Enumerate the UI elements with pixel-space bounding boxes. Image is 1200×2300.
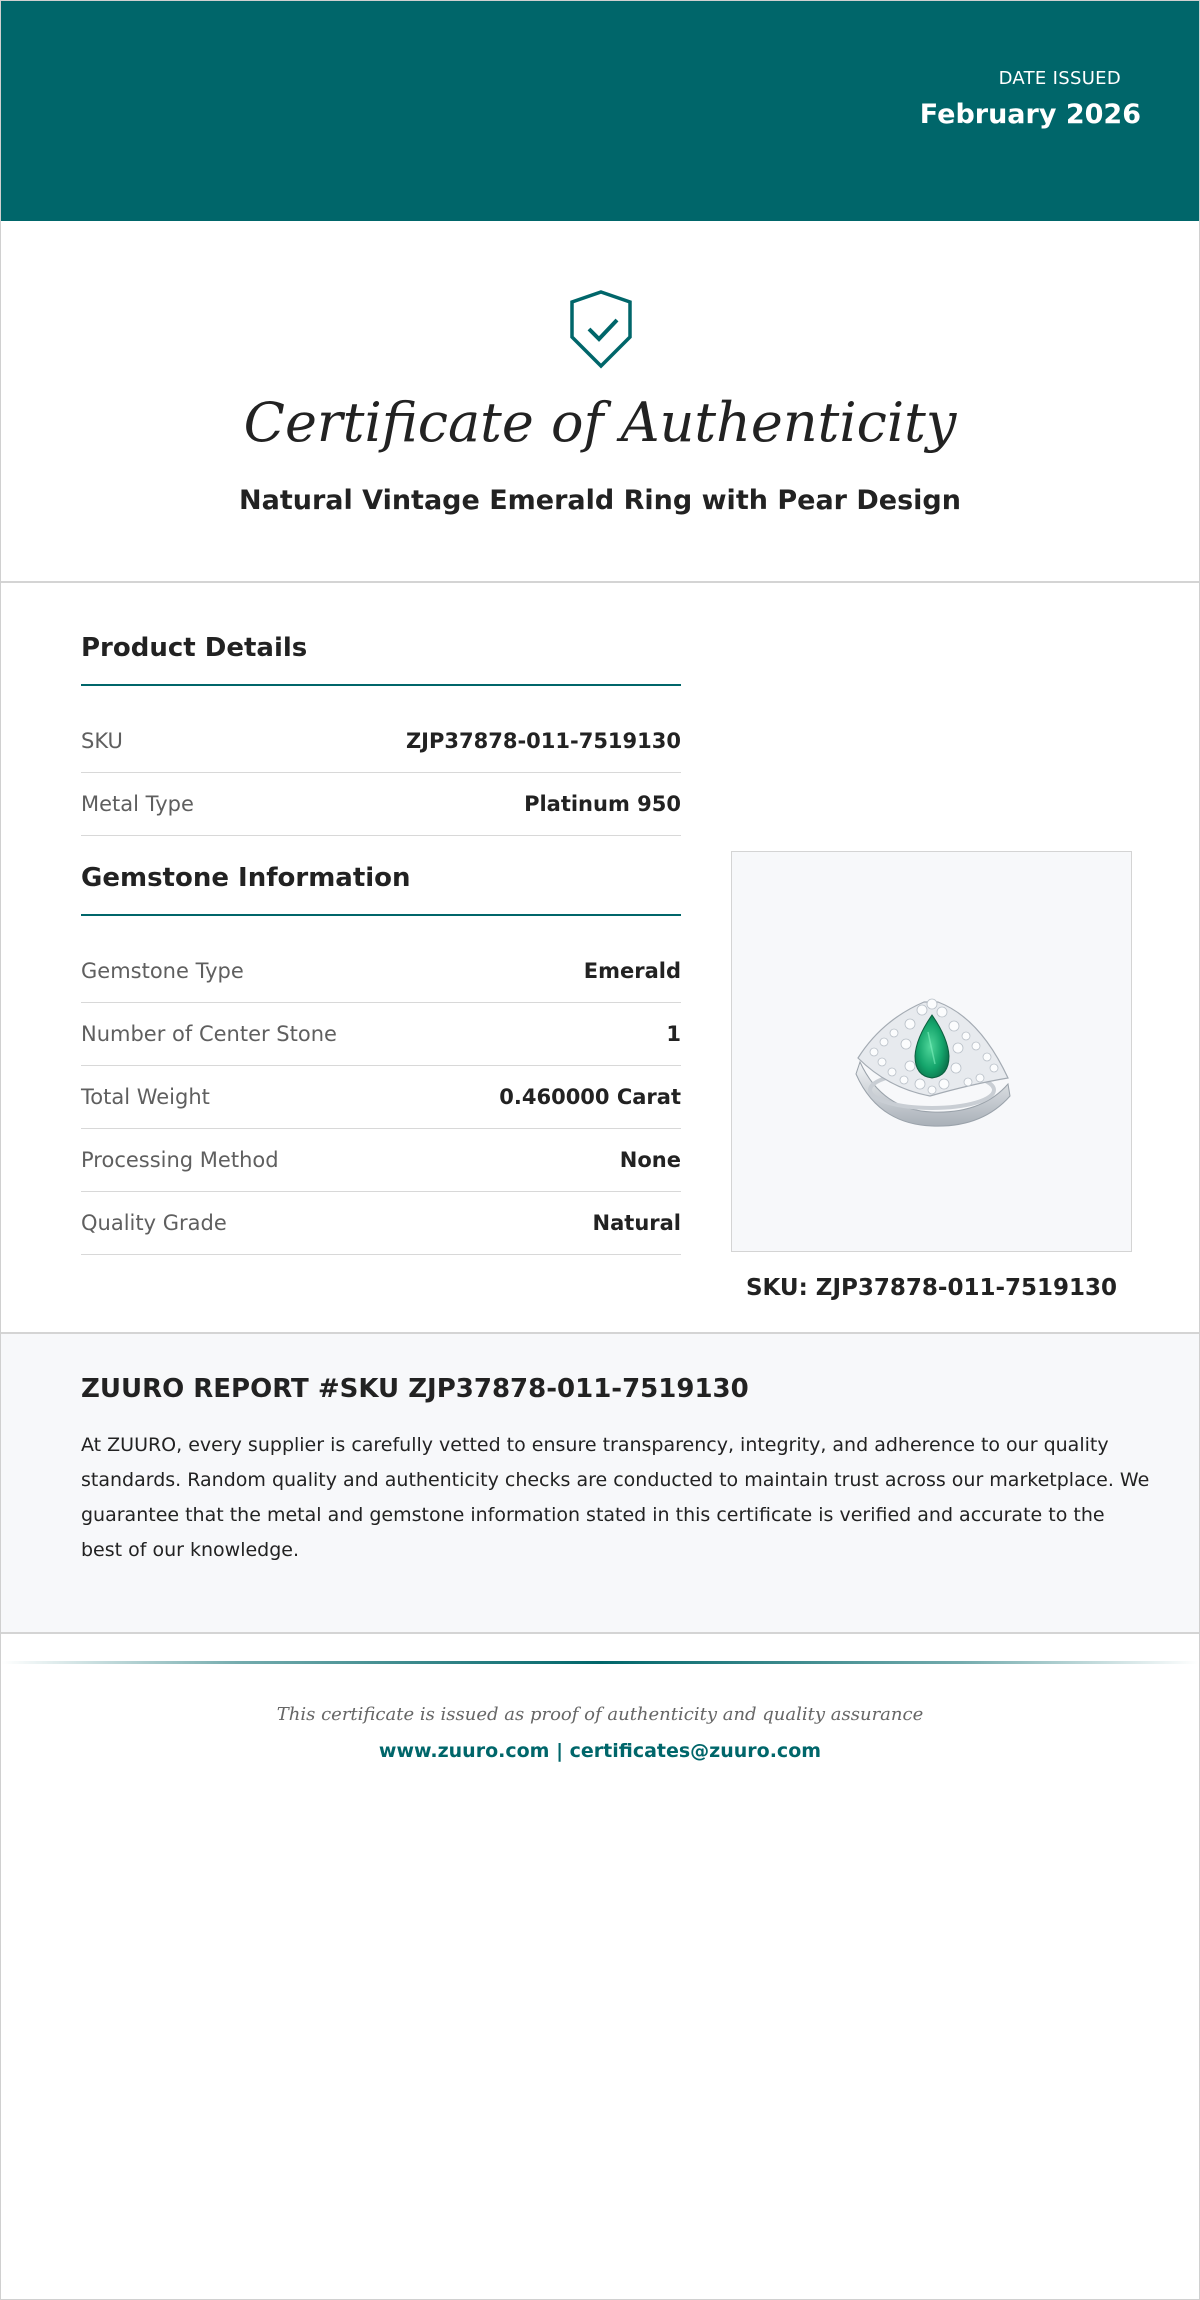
gemstone-info-heading: Gemstone Information [81,836,681,916]
shield-check-icon [568,289,634,369]
detail-row-processing-method [81,1129,681,1192]
row-label: Number of Center Stone [81,1022,337,1046]
row-label: Quality Grade [81,1211,227,1235]
footer-divider [1,1661,1199,1664]
product-name: Natural Vintage Emerald Ring with Pear Design [239,485,961,516]
row-value: 0.460000 Carat [499,1085,681,1109]
row-value: None [619,1148,681,1172]
row-label: Metal Type [81,792,194,816]
detail-row-center-stone-count [81,1003,681,1066]
row-value: Natural [592,1211,681,1235]
title-area [1,221,1199,582]
detail-row-metal-type [81,773,681,836]
row-value: Emerald [583,959,681,983]
row-label: Gemstone Type [81,959,244,983]
row-value: ZJP37878-011-7519130 [405,729,681,753]
report-section [1,1332,1199,1634]
website-link[interactable]: www.zuuro.com [378,1740,550,1762]
row-value: 1 [666,1022,681,1046]
date-issued-block [920,63,1141,135]
report-title: ZUURO REPORT #SKU ZJP37878-011-7519130 [81,1374,749,1404]
date-issued-label: DATE ISSUED [998,68,1121,89]
date-issued-value: February 2026 [919,99,1141,130]
row-value: Platinum 950 [524,792,681,816]
row-label: SKU [81,729,123,753]
email-link[interactable]: certificates@zuuro.com [569,1740,822,1762]
footer-contact [1,1737,1199,1765]
report-body: At ZUURO, every supplier is carefully vetted to ensure transparency, integrity, and adherence to our quality standards. Random quality and authenticity checks are conducted to maintain trust across our marketplace. We guarantee that the metal and gemstone information stated in this certificate is verified and accurate to the best of our knowledge. [81,1434,1150,1561]
detail-row-quality-grade [81,1192,681,1255]
detail-row-gemstone-type [81,916,681,1003]
header-banner [1,1,1199,221]
certificate-title: Certificate of Authenticity [243,391,957,454]
product-details-heading: Product Details [81,583,681,686]
product-image [731,851,1132,1252]
row-label: Total Weight [81,1085,210,1109]
image-sku-caption: SKU: ZJP37878-011-7519130 [745,1275,1118,1301]
row-label: Processing Method [81,1148,279,1172]
footer-note: This certificate is issued as proof of authenticity and quality assurance [276,1704,924,1725]
link-separator: | [549,1740,570,1762]
ring-illustration [732,852,1133,1253]
details-column [81,583,681,1255]
detail-row-sku [81,686,681,773]
detail-row-total-weight [81,1066,681,1129]
